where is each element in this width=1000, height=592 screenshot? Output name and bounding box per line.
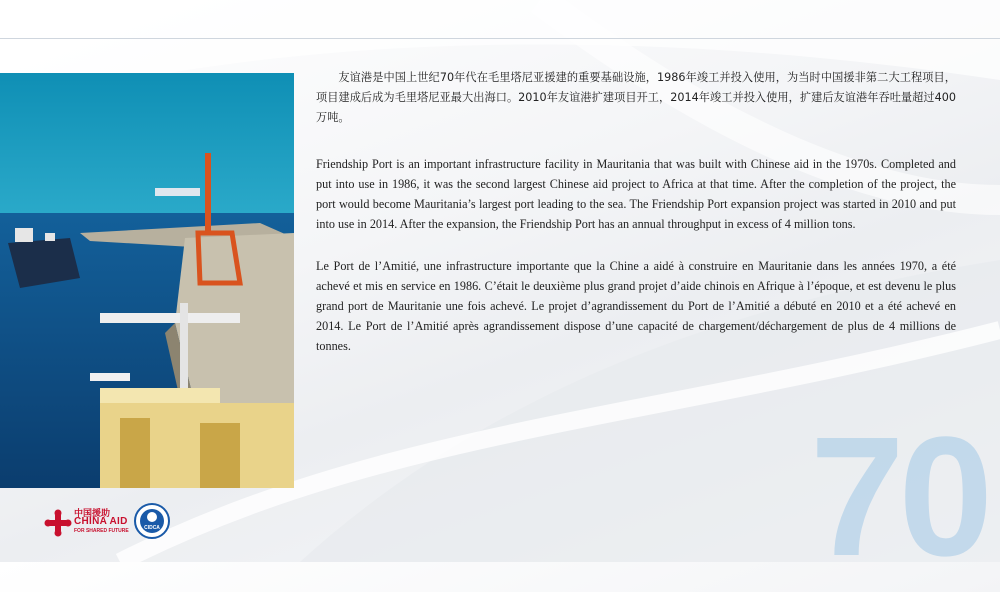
china-aid-tagline: FOR SHARED FUTURE	[74, 528, 129, 534]
cidca-logo	[134, 503, 170, 539]
paragraph-french: Le Port de l’Amitié, une infrastructure importante que la Chine a aidé à construire en Mauritanie dans les années 1970, a été achevé et mis en service en 1986. C’était le deuxième plus grand projet d’aide chinois en Afrique à l’époque, et est devenu le plus grand port de Mauritanie une fois achevé. Le projet d’agrandissement du Port de l’Amitié a débuté en 2010 et a été achevé en 2014. Le Port de l’Amitié après agrandissement dispose d’une capacité de chargement/déchargement de plus de 4 millions de tonnes.	[316, 259, 956, 353]
china-aid-cn: 中国援助	[74, 508, 111, 518]
china-aid-en: CHINA AID	[74, 516, 128, 527]
cidca-label: CIDCA	[144, 525, 160, 531]
page-number: 70	[810, 402, 988, 592]
port-photo	[0, 73, 294, 488]
body-text	[316, 68, 956, 378]
paragraph-chinese: 友谊港是中国上世纪70年代在毛里塔尼亚援建的重要基础设施，1986年竣工并投入使用，为当时中国援非第二大工程项目，项目建成后成为毛里塔尼亚最大出海口。2010年友谊港扩建项目开工，2014年竣工并投入使用，扩建后友谊港年吞吐量超过400万吨。	[316, 71, 956, 124]
header-divider	[0, 38, 1000, 39]
paragraph-english: Friendship Port is an important infrastructure facility in Mauritania that was built with Chinese aid in the 1970s. Completed and put into use in 1986, it was the second largest Chinese aid project to Africa at that time. After the completion of the project, the port would become Mauritania’s largest port leading to the sea. The Friendship Port expansion project was started in 2010 and put into use in 2014. After the expansion, the Friendship Port has an annual throughput in excess of 4 million tons.	[316, 157, 956, 231]
